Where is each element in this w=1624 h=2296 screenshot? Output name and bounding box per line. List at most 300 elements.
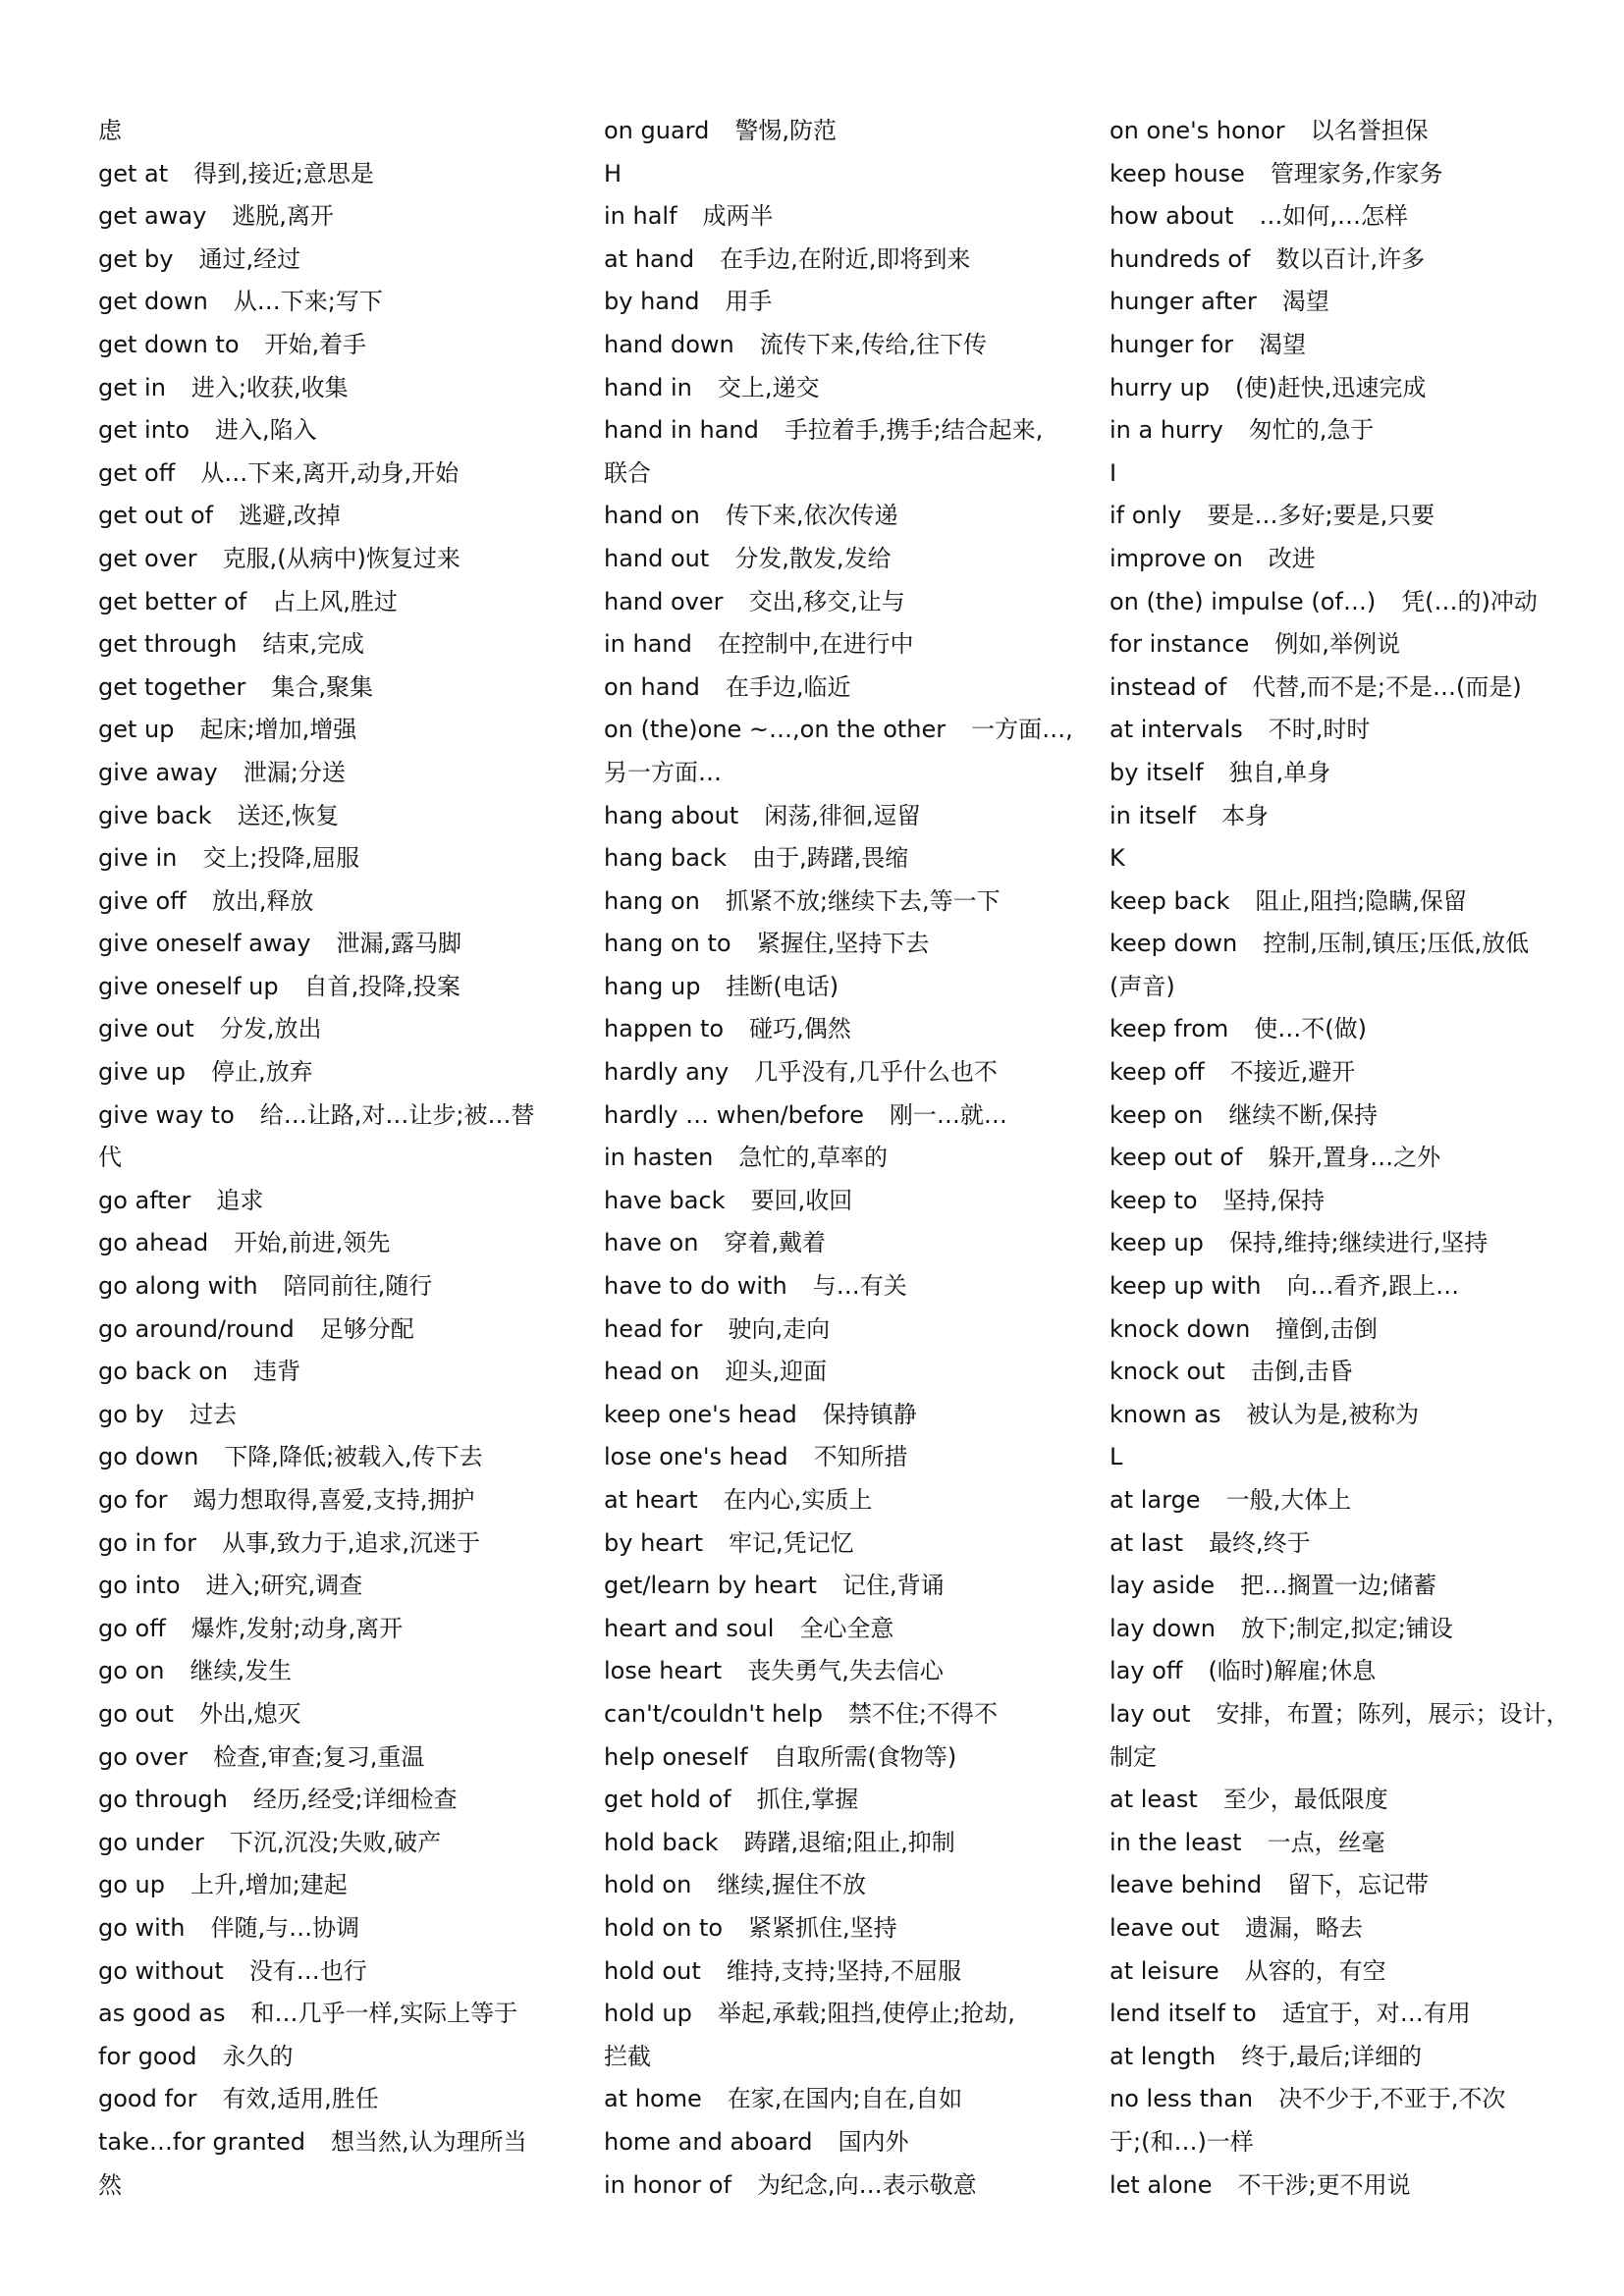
phrase-entry xyxy=(604,923,1065,966)
english-phrase: in itself xyxy=(1110,801,1196,829)
english-phrase: have back xyxy=(604,1186,726,1214)
english-phrase: hold back xyxy=(604,1828,719,1856)
chinese-meaning: 最终,终于 xyxy=(1209,1528,1311,1557)
chinese-meaning: 放出,释放 xyxy=(211,886,314,915)
phrase-entry xyxy=(604,795,1065,838)
phrase-entry xyxy=(604,1907,1065,1950)
chinese-meaning: 禁不住;不得不 xyxy=(847,1699,999,1728)
chinese-meaning: 永久的 xyxy=(222,2042,294,2070)
phrase-entry xyxy=(1110,1822,1571,1865)
chinese-meaning: 克服,(从病中)恢复过来 xyxy=(222,544,460,572)
chinese-meaning: 进入;研究,调查 xyxy=(205,1572,363,1600)
chinese-meaning: 有效,适用,胜任 xyxy=(222,2085,379,2113)
phrase-entry xyxy=(1110,581,1571,624)
phrase-entry xyxy=(1110,1180,1571,1223)
phrase-entry xyxy=(604,1436,1065,1479)
chinese-meaning: 穿着,戴着 xyxy=(724,1229,827,1257)
text-line: 然 xyxy=(98,2170,122,2199)
phrase-entry xyxy=(1110,2078,1571,2121)
chinese-meaning: 不时,时时 xyxy=(1268,716,1371,744)
phrase-entry xyxy=(98,1222,560,1265)
phrase-entry xyxy=(604,495,1065,538)
text-line: 另一方面… xyxy=(604,758,722,786)
phrase-entry xyxy=(1110,409,1571,453)
english-phrase: hang on to xyxy=(604,930,731,958)
phrase-entry xyxy=(604,1608,1065,1651)
english-phrase: leave out xyxy=(1110,1913,1220,1942)
phrase-entry xyxy=(604,966,1065,1009)
english-phrase: give out xyxy=(98,1015,194,1043)
english-phrase: by heart xyxy=(604,1528,704,1557)
english-phrase: go up xyxy=(98,1871,165,1899)
english-phrase: get into xyxy=(98,416,190,445)
english-phrase: get out of xyxy=(98,502,214,530)
english-phrase: get/learn by heart xyxy=(604,1572,817,1600)
phrase-entry xyxy=(604,2121,1065,2164)
chinese-meaning: 在手边,临近 xyxy=(725,672,851,701)
phrase-entry xyxy=(1110,667,1571,710)
phrase-entry xyxy=(1110,1608,1571,1651)
english-phrase: home and aboard xyxy=(604,2127,813,2156)
phrase-entry xyxy=(604,324,1065,367)
phrase-entry xyxy=(1110,1907,1571,1950)
phrase-entry xyxy=(1110,1650,1571,1693)
phrase-entry xyxy=(1110,1993,1571,2036)
english-phrase: for good xyxy=(98,2042,197,2070)
chinese-meaning: 从事,致力于,追求,沉迷于 xyxy=(222,1528,480,1557)
text-line: 虑 xyxy=(98,117,122,144)
chinese-meaning: 从…下来,离开,动身,开始 xyxy=(200,458,460,487)
phrase-entry xyxy=(604,1779,1065,1822)
phrase-entry xyxy=(1110,1950,1571,1994)
phrase-entry xyxy=(98,1095,560,1138)
text-line: (声音) xyxy=(1110,972,1175,1000)
chinese-meaning: 泄漏,露马脚 xyxy=(336,930,462,958)
english-phrase: keep up with xyxy=(1110,1272,1262,1301)
phrase-entry xyxy=(98,2121,560,2164)
english-phrase: go on xyxy=(98,1657,165,1685)
phrase-entry xyxy=(98,1864,560,1907)
chinese-meaning: 交上;投降,屈服 xyxy=(202,844,360,873)
chinese-meaning: 挂断(电话) xyxy=(726,972,839,1000)
chinese-meaning: 逃避,改掉 xyxy=(239,502,341,530)
phrase-entry xyxy=(1110,1565,1571,1608)
phrase-entry xyxy=(98,1351,560,1394)
chinese-meaning: 牢记,凭记忆 xyxy=(729,1528,854,1557)
english-phrase: leave behind xyxy=(1110,1871,1263,1899)
phrase-entry xyxy=(604,837,1065,881)
chinese-meaning: 从容的，有空 xyxy=(1244,1956,1386,1985)
english-phrase: hand down xyxy=(604,330,734,358)
english-phrase: instead of xyxy=(1110,672,1227,701)
chinese-meaning: 交出,移交,让与 xyxy=(748,587,905,615)
chinese-meaning: 违背 xyxy=(253,1358,301,1386)
phrase-entry xyxy=(98,1650,560,1693)
chinese-meaning: 使…不(做) xyxy=(1254,1015,1368,1043)
phrase-entry xyxy=(604,367,1065,410)
english-phrase: in honor of xyxy=(604,2170,731,2199)
chinese-meaning: 陪同前往,随行 xyxy=(283,1272,433,1301)
phrase-entry xyxy=(98,195,560,239)
chinese-meaning: 下降,降低;被载入,传下去 xyxy=(224,1443,483,1471)
chinese-meaning: 国内外 xyxy=(838,2127,909,2156)
english-phrase: on (the)one ~…,on the other xyxy=(604,716,947,744)
chinese-meaning: …如何,…怎样 xyxy=(1259,202,1409,231)
english-phrase: give oneself away xyxy=(98,930,311,958)
chinese-meaning: 在家,在国内;自在,自如 xyxy=(727,2085,963,2113)
phrase-entry xyxy=(1110,795,1571,838)
phrase-entry xyxy=(98,966,560,1009)
english-phrase: give away xyxy=(98,758,218,786)
phrase-entry xyxy=(98,324,560,367)
phrase-entry xyxy=(604,1993,1065,2036)
phrase-entry xyxy=(604,1394,1065,1437)
phrase-entry xyxy=(1110,2036,1571,2079)
chinese-meaning: (使)赶快,迅速完成 xyxy=(1235,373,1427,401)
phrase-entry xyxy=(98,1265,560,1308)
chinese-meaning: 遗漏，略去 xyxy=(1245,1913,1364,1942)
chinese-meaning: 数以百计,许多 xyxy=(1275,244,1426,273)
phrase-entry xyxy=(1110,2164,1571,2208)
chinese-meaning: 举起,承载;阻挡,使停止;抢劫, xyxy=(717,2000,1015,2028)
chinese-meaning: 撞倒,击倒 xyxy=(1275,1314,1378,1343)
english-phrase: get up xyxy=(98,716,175,744)
phrase-entry xyxy=(604,623,1065,667)
phrase-entry xyxy=(98,752,560,795)
phrase-entry xyxy=(604,281,1065,324)
phrase-entry xyxy=(98,709,560,752)
phrase-entry xyxy=(98,1479,560,1522)
english-phrase: go ahead xyxy=(98,1229,209,1257)
english-phrase: at leisure xyxy=(1110,1956,1219,1985)
phrase-entry xyxy=(604,1565,1065,1608)
chinese-meaning: 逃脱,离开 xyxy=(232,202,334,231)
english-phrase: hold out xyxy=(604,1956,701,1985)
chinese-meaning: 继续,发生 xyxy=(189,1657,293,1685)
column-2 xyxy=(604,110,1073,2207)
english-phrase: if only xyxy=(1110,502,1182,530)
chinese-meaning: 自首,投降,投案 xyxy=(303,972,460,1000)
english-phrase: by itself xyxy=(1110,758,1204,786)
phrase-entry xyxy=(98,923,560,966)
phrase-entry xyxy=(98,837,560,881)
phrase-entry xyxy=(1110,1693,1571,1736)
chinese-meaning: 例如,举例说 xyxy=(1274,630,1400,659)
chinese-meaning: 要是…多好;要是,只要 xyxy=(1207,502,1435,530)
english-phrase: go off xyxy=(98,1614,166,1642)
english-phrase: hand over xyxy=(604,587,724,615)
phrase-entry xyxy=(98,495,560,538)
text-line: 联合 xyxy=(604,458,651,487)
phrase-entry xyxy=(604,2164,1065,2208)
chinese-meaning: 检查,审查;复习,重温 xyxy=(213,1742,425,1771)
chinese-meaning: 紧握住,坚持下去 xyxy=(756,930,930,958)
chinese-meaning: 决不少于,不亚于,不次 xyxy=(1278,2085,1506,2113)
phrase-entry xyxy=(1110,1051,1571,1095)
english-phrase: take…for granted xyxy=(98,2127,305,2156)
phrase-entry xyxy=(604,1351,1065,1394)
chinese-meaning: 迎头,迎面 xyxy=(725,1358,828,1386)
english-phrase: at hand xyxy=(604,244,695,273)
chinese-meaning: 要回,收回 xyxy=(750,1186,853,1214)
chinese-meaning: 躲开,置身…之外 xyxy=(1268,1144,1441,1172)
chinese-meaning: 保持,维持;继续进行,坚持 xyxy=(1228,1229,1489,1257)
english-phrase: on hand xyxy=(604,672,700,701)
phrase-entry xyxy=(604,1222,1065,1265)
phrase-entry xyxy=(98,1008,560,1051)
chinese-meaning: 外出,熄灭 xyxy=(198,1699,301,1728)
english-phrase: give up xyxy=(98,1058,186,1087)
chinese-meaning: 适宜于，对…有用 xyxy=(1281,2000,1471,2028)
chinese-meaning: 凭(…的)冲动 xyxy=(1401,587,1538,615)
chinese-meaning: 与…有关 xyxy=(812,1272,907,1301)
english-phrase: go back on xyxy=(98,1358,229,1386)
phrase-entry xyxy=(604,1308,1065,1352)
chinese-meaning: 以名誉担保 xyxy=(1310,117,1429,144)
phrase-entry xyxy=(604,1008,1065,1051)
english-phrase: get through xyxy=(98,630,238,659)
chinese-meaning: 送还,恢复 xyxy=(237,801,340,829)
phrase-entry xyxy=(98,1693,560,1736)
english-phrase: at intervals xyxy=(1110,716,1243,744)
phrase-entry xyxy=(98,581,560,624)
english-phrase: hang about xyxy=(604,801,739,829)
chinese-meaning: 集合,聚集 xyxy=(271,672,374,701)
english-phrase: known as xyxy=(1110,1400,1221,1428)
english-phrase: keep from xyxy=(1110,1015,1229,1043)
chinese-meaning: 改进 xyxy=(1268,544,1316,572)
chinese-meaning: 记住,背诵 xyxy=(841,1572,945,1600)
phrase-entry xyxy=(604,1137,1065,1180)
english-phrase: lay off xyxy=(1110,1657,1183,1685)
chinese-meaning: 足够分配 xyxy=(319,1314,414,1343)
english-phrase: give in xyxy=(98,844,178,873)
english-phrase: how about xyxy=(1110,202,1234,231)
chinese-meaning: 独自,单身 xyxy=(1228,758,1331,786)
chinese-meaning: 没有…也行 xyxy=(248,1956,367,1985)
chinese-meaning: 驶向,走向 xyxy=(728,1314,831,1343)
english-phrase: in hand xyxy=(604,630,692,659)
text-line: H xyxy=(604,159,623,187)
phrase-entry xyxy=(604,1736,1065,1780)
english-phrase: keep out of xyxy=(1110,1144,1243,1172)
chinese-meaning: 交上,递交 xyxy=(717,373,820,401)
chinese-meaning: 继续不断,保持 xyxy=(1228,1100,1378,1129)
english-phrase: knock down xyxy=(1110,1314,1251,1343)
text-line: 于;(和…)一样 xyxy=(1110,2127,1254,2156)
english-phrase: at large xyxy=(1110,1486,1201,1514)
chinese-meaning: 从…下来;写下 xyxy=(233,288,383,316)
chinese-meaning: 传下来,依次传递 xyxy=(725,502,898,530)
chinese-meaning: 几乎没有,几乎什么也不 xyxy=(754,1058,998,1087)
english-phrase: go without xyxy=(98,1956,224,1985)
english-phrase: at last xyxy=(1110,1528,1184,1557)
chinese-meaning: 把…搁置一边;储蓄 xyxy=(1240,1572,1437,1600)
chinese-meaning: 维持,支持;坚持,不屈服 xyxy=(726,1956,962,1985)
chinese-meaning: 结束,完成 xyxy=(262,630,364,659)
chinese-meaning: 分发,散发,发给 xyxy=(734,544,892,572)
english-phrase: heart and soul xyxy=(604,1614,775,1642)
text-line: 拦截 xyxy=(604,2042,651,2070)
english-phrase: get down to xyxy=(98,330,240,358)
english-phrase: go around/round xyxy=(98,1314,295,1343)
chinese-meaning: 留下，忘记带 xyxy=(1287,1871,1430,1899)
chinese-meaning: 占上风,胜过 xyxy=(272,587,398,615)
text-line: L xyxy=(1110,1443,1123,1471)
chinese-meaning: 碰巧,偶然 xyxy=(749,1015,851,1043)
chinese-meaning: 在控制中,在进行中 xyxy=(717,630,914,659)
phrase-entry xyxy=(98,239,560,282)
english-phrase: go down xyxy=(98,1443,199,1471)
chinese-meaning: 和…几乎一样,实际上等于 xyxy=(250,2000,518,2028)
chinese-meaning: 开始,前进,领先 xyxy=(234,1229,391,1257)
phrase-entry xyxy=(1110,709,1571,752)
phrase-entry xyxy=(1110,1137,1571,1180)
english-phrase: good for xyxy=(98,2085,197,2113)
english-phrase: hardly … when/before xyxy=(604,1100,864,1129)
phrase-entry xyxy=(1110,623,1571,667)
chinese-meaning: 渴望 xyxy=(1259,330,1307,358)
english-phrase: lay out xyxy=(1110,1699,1191,1728)
chinese-meaning: 坚持,保持 xyxy=(1222,1186,1326,1214)
chinese-meaning: 闲荡,徘徊,逗留 xyxy=(764,801,921,829)
phrase-entry xyxy=(98,281,560,324)
phrase-entry xyxy=(98,1394,560,1437)
english-phrase: lose heart xyxy=(604,1657,723,1685)
english-phrase: on (the) impulse (of…) xyxy=(1110,587,1377,615)
chinese-meaning: 终于,最后;详细的 xyxy=(1241,2042,1422,2070)
english-phrase: knock out xyxy=(1110,1358,1225,1386)
english-phrase: hand out xyxy=(604,544,710,572)
phrase-entry xyxy=(1110,881,1571,924)
english-phrase: in hasten xyxy=(604,1144,714,1172)
english-phrase: by hand xyxy=(604,288,700,316)
english-phrase: help oneself xyxy=(604,1742,748,1771)
phrase-entry xyxy=(604,195,1065,239)
chinese-meaning: 给…让路,对…让步;被…替 xyxy=(259,1100,535,1129)
phrase-entry xyxy=(604,667,1065,710)
english-phrase: hundreds of xyxy=(1110,244,1251,273)
english-phrase: at length xyxy=(1110,2042,1217,2070)
english-phrase: at heart xyxy=(604,1486,698,1514)
phrase-entry xyxy=(604,1950,1065,1994)
phrase-entry xyxy=(1110,281,1571,324)
chinese-meaning: 想当然,认为理所当 xyxy=(330,2127,527,2156)
english-phrase: give way to xyxy=(98,1100,235,1129)
phrase-entry xyxy=(98,881,560,924)
phrase-entry xyxy=(604,581,1065,624)
english-phrase: go into xyxy=(98,1572,181,1600)
phrase-entry xyxy=(98,1907,560,1950)
phrase-entry xyxy=(98,453,560,496)
phrase-entry xyxy=(604,1864,1065,1907)
english-phrase: keep one's head xyxy=(604,1400,797,1428)
english-phrase: get together xyxy=(98,672,246,701)
english-phrase: hold up xyxy=(604,2000,692,2028)
english-phrase: hang on xyxy=(604,886,700,915)
phrase-entry xyxy=(1110,153,1571,196)
english-phrase: in half xyxy=(604,202,677,231)
chinese-meaning: 用手 xyxy=(725,288,773,316)
phrase-entry xyxy=(98,2036,560,2079)
chinese-meaning: 起床;增加,增强 xyxy=(199,716,357,744)
english-phrase: keep back xyxy=(1110,886,1230,915)
phrase-entry xyxy=(604,538,1065,581)
chinese-meaning: 一方面…, xyxy=(971,716,1073,744)
phrase-entry xyxy=(98,2078,560,2121)
english-phrase: go under xyxy=(98,1828,204,1856)
chinese-meaning: 进入;收获,收集 xyxy=(190,373,349,401)
english-phrase: at home xyxy=(604,2085,702,2113)
chinese-meaning: 不干涉;更不用说 xyxy=(1237,2170,1411,2199)
english-phrase: in a hurry xyxy=(1110,416,1223,445)
chinese-meaning: 不接近,避开 xyxy=(1229,1058,1356,1087)
english-phrase: go after xyxy=(98,1186,191,1214)
english-phrase: go over xyxy=(98,1742,189,1771)
english-phrase: keep on xyxy=(1110,1100,1204,1129)
phrase-entry xyxy=(98,1993,560,2036)
phrase-entry xyxy=(1110,110,1571,153)
phrase-entry xyxy=(98,1779,560,1822)
phrase-entry xyxy=(1110,1265,1571,1308)
english-phrase: happen to xyxy=(604,1015,725,1043)
english-phrase: get over xyxy=(98,544,197,572)
english-phrase: lay aside xyxy=(1110,1572,1216,1600)
chinese-meaning: 本身 xyxy=(1220,801,1269,829)
column-3 xyxy=(1110,110,1571,2207)
chinese-meaning: 安排，布置；陈列，展示；设计， xyxy=(1216,1699,1570,1728)
phrase-entry xyxy=(98,1736,560,1780)
phrase-entry xyxy=(1110,1864,1571,1907)
phrase-entry xyxy=(604,1693,1065,1736)
english-phrase: keep up xyxy=(1110,1229,1204,1257)
phrase-entry xyxy=(98,153,560,196)
english-phrase: go out xyxy=(98,1699,174,1728)
chinese-meaning: 全心全意 xyxy=(799,1614,894,1642)
chinese-meaning: 阻止,阻挡;隐瞒,保留 xyxy=(1255,886,1467,915)
chinese-meaning: 通过,经过 xyxy=(198,244,301,273)
english-phrase: get off xyxy=(98,458,176,487)
chinese-meaning: 一般,大体上 xyxy=(1225,1486,1352,1514)
english-phrase: get better of xyxy=(98,587,247,615)
chinese-meaning: 紧紧抓住,坚持 xyxy=(748,1913,897,1942)
english-phrase: for instance xyxy=(1110,630,1250,659)
chinese-meaning: 过去 xyxy=(189,1400,237,1428)
phrase-entry xyxy=(98,1522,560,1566)
chinese-meaning: 抓住,掌握 xyxy=(756,1786,859,1814)
phrase-entry xyxy=(98,1822,560,1865)
english-phrase: hand in xyxy=(604,373,692,401)
phrase-entry xyxy=(98,538,560,581)
phrase-entry xyxy=(98,667,560,710)
english-phrase: in the least xyxy=(1110,1828,1242,1856)
chinese-meaning: 由于,踌躇,畏缩 xyxy=(752,844,909,873)
chinese-meaning: 控制,压制,镇压;压低,放低 xyxy=(1263,930,1530,958)
phrase-entry xyxy=(1110,538,1571,581)
english-phrase: keep off xyxy=(1110,1058,1205,1087)
phrase-entry xyxy=(604,2078,1065,2121)
chinese-meaning: 竭力想取得,喜爱,支持,拥护 xyxy=(192,1486,475,1514)
phrase-entry xyxy=(1110,1779,1571,1822)
english-phrase: get away xyxy=(98,202,207,231)
english-phrase: improve on xyxy=(1110,544,1243,572)
english-phrase: give off xyxy=(98,886,187,915)
chinese-meaning: 在手边,在附近,即将到来 xyxy=(720,244,971,273)
english-phrase: at least xyxy=(1110,1786,1198,1814)
english-phrase: get by xyxy=(98,244,174,273)
phrase-entry xyxy=(1110,239,1571,282)
chinese-meaning: 开始,着手 xyxy=(264,330,367,358)
